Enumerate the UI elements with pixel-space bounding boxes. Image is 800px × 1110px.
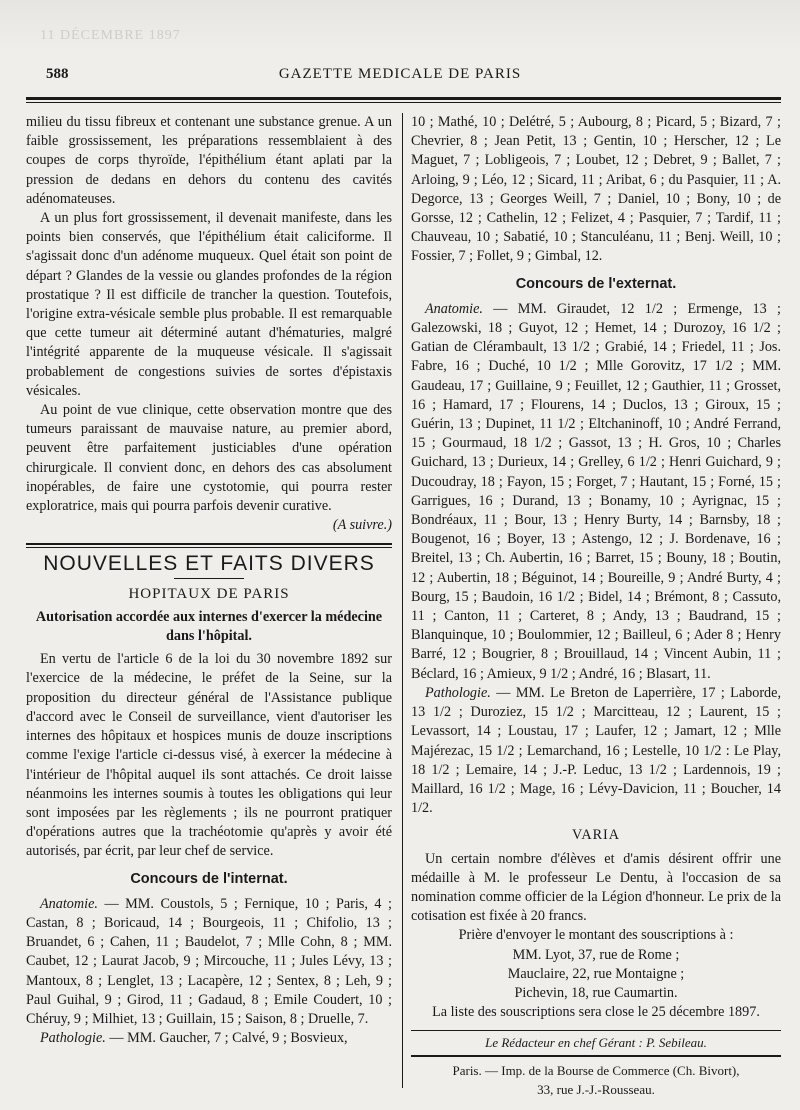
label-pathologie: Pathologie. xyxy=(425,684,491,701)
ghost-date: 11 DÉCEMBRE 1897 xyxy=(40,28,181,43)
paragraph: A un plus fort grossissement, il devenait manifeste, dans les points bien conservés, que l'épithélium était caliciforme. Il s'agissait donc d'un adénome muqueux. Quel était son point de départ ? Glandes de la vessie ou glandes profondes de la région prostatique ? Il est difficile de trancher la question. Toutefois, l'origine extra-vésicale semble plus probable. Il est remarquable que cette tumeur ait déterminé autant d'hématuries, malgré l'intégrité apparente de la muqueuse vésicale. Il s'agissait probablement de congestions suivies de sortes d'épistaxis vésicales. xyxy=(26,210,392,399)
a-suivre: (A suivre.) xyxy=(332,517,392,534)
article-headline: Autorisation accordée aux internes d'exercer la médecine dans l'hôpital. xyxy=(35,608,383,645)
label-anatomie: Anatomie. xyxy=(425,300,483,317)
results-pathologie xyxy=(26,1029,392,1048)
results-anatomie xyxy=(411,300,781,684)
paragraph: En vertu de l'article 6 de la loi du 30 novembre 1892 sur l'exercice de la médecine, le préfet de la Seine, sur la proposition du directeur général de l'Assistance publique d'accord avec le Conseil de surveillance, vient d'autoriser les internes des hôpitaux et hospices munis de douze inscriptions comme l'exige l'article ci-dessus visé, à exercer la médecine à l'intérieur de l'hôpital auquel ils sont attachés. Ce droit laisse néanmoins les internes soumis à toutes les obligations qui leur sont imposées par les règlements ; ils ne pourront pratiquer d'opérations autres que la trachéotomie qu'après y avoir été autorisés, par écrit, par leur chef de service. xyxy=(26,651,392,860)
address-line: Mauclaire, 22, rue Montaigne ; xyxy=(507,965,685,982)
results-anatomie xyxy=(26,895,392,1029)
results-text: — MM. Le Breton de Laperrière, 17 ; Laborde, 13 1/2 ; Duroziez, 15 1/2 ; Marcitteau, 12 ; Laurent, 15 ; Levassort, 14 ; Loustau, 17 ; Laufer, 12 ; Jamart, 12 ; Mlle Majérezac, 15 1/2 ; Lemarchand, 16 ; Lestelle, 10 1/2 : Le Play, 18 1/2 ; Lemaire, 14 ; J.-P. Leduc, 13 1/2 ; Lardennois, 19 ; Maillard, 16 1/2 ; Mage, 16 ; Lévy-Davicion, 11 ; Boucher, 14 1/2. xyxy=(411,684,781,817)
address-line: Pichevin, 18, rue Caumartin. xyxy=(514,984,678,1001)
paragraph: 10 ; Mathé, 10 ; Delétré, 5 ; Aubourg, 8 ; Picard, 5 ; Bizard, 7 ; Chevrier, 8 ; Jean Petit, 13 ; Gentin, 10 ; Herscher, 12 ; Le Maguet, 7 ; Lobligeois, 7 ; Loubet, 12 ; Debret, 9 ; Ballet, 7 ; Arloing, 9 ; Léo, 12 ; Sicard, 11 ; Aribat, 6 ; du Pasquier, 11 ; A. Degorce, 13 ; Georges Weill, 7 ; Daniel, 10 ; Bony, 10 ; de Gorsse, 12 ; Cathelin, 12 ; Felizet, 4 ; Pasquier, 7 ; Tardif, 11 ; Chauveau, 10 ; Sabatié, 10 ; Stanculéanu, 11 ; Benj. Weill, 10 ; Fossier, 7 ; Follet, 9 ; Gimbal, 12. xyxy=(411,114,781,265)
paragraph: Un certain nombre d'élèves et d'amis désirent offrir une médaille à M. le professeur Le Dentu, à l'occasion de sa nomination comme officier de la Légion d'honneur. Le prix de la cotisation est fixée à 20 francs. xyxy=(411,850,781,925)
externat-heading: Concours de l'externat. xyxy=(515,275,677,292)
results-text: — MM. Coustols, 5 ; Fernique, 10 ; Paris, 4 ; Castan, 8 ; Boricaud, 14 ; Bourgeois, 11 ; Chifolio, 13 ; Bruandet, 6 ; Cahen, 11 ; Baudelot, 7 ; Mlle Cohn, 8 ; MM. Caubet, 12 ; Laurat Jacob, 9 ; Mircouche, 11 ; Jules Lévy, 13 ; Mantoux, 8 ; Lenglet, 13 ; Lacapère, 12 ; Sentex, 8 ; Leh, 9 ; Paul Guihal, 9 ; Girod, 11 ; Gadaud, 8 ; Emile Coudert, 10 ; Chéruy, 9 ; Milhiet, 13 ; Guillain, 15 ; Saison, 8 ; Druelle, 7. xyxy=(26,895,392,1027)
editor-line: Le Rédacteur en chef Gérant : P. Sebileau. xyxy=(485,1035,707,1051)
footer-rule-thick xyxy=(411,1055,781,1057)
paragraph: milieu du tissu fibreux et contenant une substance grenue. A un faible grossissement, les préparations ressemblaient à des coupes de corps thyroïde, l'épithélium étant aplati par la pression de dedans en dehors du contenu des cavités adénomateuses. xyxy=(26,114,392,207)
results-text: — MM. Giraudet, 12 1/2 ; Ermenge, 13 ; Galezowski, 18 ; Guyot, 12 ; Hemet, 14 ; Durozoy, 16 1/2 ; Gatian de Clérambault, 13 1/2 ; Grabié, 14 ; Friedel, 11 ; Jos. Fabre, 16 ; Duché, 10 1/2 ; Mlle Gorovitz, 17 1/2 ; MM. Gaudeau, 17 ; Guillaine, 9 ; Feuillet, 12 ; Gauthier, 11 ; Grosset, 16 ; Hamard, 17 ; Flourens, 14 ; Duclos, 13 ; Giroux, 15 ; Guérin, 13 ; Dupinet, 11 1/2 ; Eltchaninoff, 10 ; André Ferrand, 15 ; Gourmaud, 18 1/2 ; Gassot, 13 ; H. Gros, 10 ; Charles Guichard, 13 ; Durieux, 14 ; Grelley, 6 1/2 ; Henri Guichard, 9 ; Ducoudray, 18 ; Fayon, 15 ; Forget, 7 ; Hautant, 15 ; Forné, 15 ; Garrigues, 16 ; Durand, 13 ; Bonamy, 10 ; Ayrignac, 15 ; Bondréaux, 11 ; Bour, 13 ; Henry Burty, 14 ; Barnsby, 18 ; Bougenot, 16 ; Boyer, 13 ; Astengo, 12 ; J. Bordenave, 16 ; Breitel, 13 ; Ch. Aubertin, 16 ; Barret, 15 ; Bouny, 18 ; Boutin, 12 ; Aubertin, 18 ; Béguinot, 14 ; Boureille, 9 ; André Burty, 4 ; Bourg, 15 ; Baudoin, 16 1/2 ; Bidel, 14 ; Brémont, 8 ; Cassuto, 11 ; Canton, 11 ; Carteret, 8 ; Andy, 13 ; Baudrand, 15 ; Blanquinque, 10 ; Boulommier, 12 ; Bailleul, 6 ; Ader 8 ; Henry Barré, 12 ; Bougrier, 8 ; Brouillaud, 14 ; Vincent Aubin, 11 ; Béclard, 16 ; Amieux, 9 1/2 ; André, 16 ; Blasart, 11. xyxy=(411,300,781,682)
header-rule-thin xyxy=(26,102,781,103)
column-divider xyxy=(402,113,403,1088)
imprint-line: Paris. — Imp. de la Bourse de Commerce (Ch. Bivort), xyxy=(452,1062,740,1078)
page-number: 588 xyxy=(46,66,69,82)
right-column xyxy=(411,113,781,1099)
imprint-line: 33, rue J.-J.-Rousseau. xyxy=(537,1081,655,1097)
journal-title: GAZETTE MEDICALE DE PARIS xyxy=(278,66,522,82)
results-pathologie xyxy=(411,684,781,818)
section-title: NOUVELLES ET FAITS DIVERS xyxy=(43,552,375,576)
label-anatomie: Anatomie. xyxy=(40,895,98,912)
section-rule xyxy=(26,543,392,545)
footer-rule xyxy=(411,1030,781,1031)
priere: Prière d'envoyer le montant des souscriptions à : xyxy=(458,927,734,944)
results-text: — MM. Gaucher, 7 ; Calvé, 9 ; Bosvieux, xyxy=(105,1030,348,1047)
short-rule xyxy=(174,578,244,579)
subsection-title: HOPITAUX DE PARIS xyxy=(128,585,290,602)
left-column xyxy=(26,113,392,1048)
internat-heading: Concours de l'internat. xyxy=(130,870,288,887)
label-pathologie: Pathologie. xyxy=(40,1030,106,1047)
header-rule-thick xyxy=(26,97,781,100)
header-strip xyxy=(0,0,800,52)
address-line: MM. Lyot, 37, rue de Rome ; xyxy=(512,946,680,963)
closing-note: La liste des souscriptions sera close le 25 décembre 1897. xyxy=(432,1004,760,1021)
paragraph: Au point de vue clinique, cette observation montre que des tumeurs paraissant de mauvaise nature, au premier abord, peuvent être parfaitement justiciables d'une opération chirurgicale. Il convient donc, en dehors des cas absolument inopérables, de faire une cystotomie, qui pourra rester exploratrice, mais qui pourra parfois devenir curative. xyxy=(26,402,392,515)
varia-heading: VARIA xyxy=(571,827,621,844)
section-rule-thin xyxy=(26,547,392,548)
